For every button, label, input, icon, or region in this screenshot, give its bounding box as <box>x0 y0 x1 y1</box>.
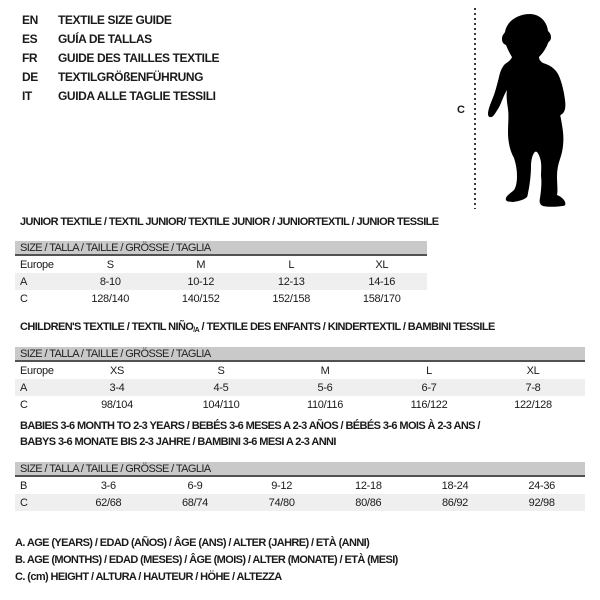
title-line: BABYS 3-6 MONATE BIS 2-3 JAHRE / BAMBINI 3-6 MESI A 2-3 ANNI <box>20 435 336 448</box>
children-size-table <box>15 347 585 413</box>
row-label: Europe <box>20 364 54 377</box>
language-code: IT <box>22 88 32 103</box>
table-cell: 9-12 <box>271 479 293 492</box>
babies-size-table <box>15 462 585 511</box>
table-cell: 74/80 <box>268 496 295 509</box>
title-text: / TEXTILE DES ENFANTS / KINDERTEXTIL / BAMBINI TESSILE <box>199 321 495 333</box>
language-list <box>22 10 219 105</box>
language-title: TEXTILE SIZE GUIDE <box>58 12 172 27</box>
language-code: EN <box>22 12 38 27</box>
table-cell: M <box>196 258 206 271</box>
list-item <box>22 86 219 105</box>
junior-size-table <box>15 241 427 307</box>
row-label: C <box>20 496 28 509</box>
title-text: CHILDREN'S TEXTILE / TEXTIL NIÑO <box>20 321 194 333</box>
table-cell: 104/110 <box>202 398 240 411</box>
table-cell: 12-13 <box>277 275 305 288</box>
table-cell: 98/104 <box>101 398 133 411</box>
table-cell: 152/158 <box>272 292 311 305</box>
language-code: FR <box>22 50 38 65</box>
height-measure-dotted-line <box>474 8 476 209</box>
legend-notes <box>15 535 398 586</box>
table-cell: 5-6 <box>317 381 333 394</box>
table-cell: S <box>106 258 114 271</box>
table-cell: 92/98 <box>528 496 555 509</box>
note-age-years: A. AGE (YEARS) / EDAD (AÑOS) / ÂGE (ANS) / ALTER (JAHRE) / ETÀ (ANNI) <box>15 537 370 549</box>
table-cell: XS <box>109 364 125 377</box>
list-item <box>22 10 219 29</box>
title-subscript: /A <box>193 327 200 334</box>
toddler-silhouette-icon <box>481 6 573 208</box>
size-header-bar: SIZE / TALLA / TAILLE / GRÖSSE / TAGLIA <box>15 241 427 256</box>
row-label: B <box>20 479 28 492</box>
title-line: BABIES 3-6 MONTH TO 2-3 YEARS / BEBÉS 3-6 MESES A 2-3 AÑOS / BÉBÉS 3-6 MOIS À 2-3 ANS / <box>20 420 480 432</box>
table-row <box>15 477 585 494</box>
row-label: C <box>20 398 28 411</box>
size-header-bar: SIZE / TALLA / TAILLE / GRÖSSE / TAGLIA <box>15 347 585 362</box>
table-cell: 140/152 <box>181 292 220 305</box>
height-measure-label: C <box>457 104 465 116</box>
row-label: Europe <box>20 258 54 271</box>
table-cell: 24-36 <box>528 479 555 492</box>
table-cell: L <box>288 258 295 271</box>
table-cell: 6-9 <box>187 479 203 492</box>
size-header-bar: SIZE / TALLA / TAILLE / GRÖSSE / TAGLIA <box>15 462 585 477</box>
table-cell: 4-5 <box>213 381 229 394</box>
table-row <box>15 362 585 379</box>
table-cell: S <box>217 364 225 377</box>
table-cell: 122/128 <box>514 398 552 411</box>
table-row <box>15 290 427 307</box>
table-cell: M <box>320 364 330 377</box>
table-row <box>15 379 585 396</box>
table-cell: 18-24 <box>441 479 469 492</box>
table-cell: 12-18 <box>355 479 382 492</box>
language-title: GUIDA ALLE TAGLIE TESSILI <box>58 88 216 103</box>
table-cell: XL <box>375 258 389 271</box>
table-cell: L <box>426 364 432 377</box>
list-item <box>22 29 219 48</box>
note-age-months: B. AGE (MONTHS) / EDAD (MESES) / ÂGE (MOIS) / ALTER (MONATE) / ETÀ (MESI) <box>15 554 398 566</box>
table-cell: XL <box>526 364 540 377</box>
list-item <box>22 67 219 86</box>
table-cell: 62/68 <box>95 496 122 509</box>
junior-table-title: JUNIOR TEXTILE / TEXTIL JUNIOR/ TEXTILE JUNIOR / JUNIORTEXTIL / JUNIOR TESSILE <box>20 216 439 228</box>
table-cell: 158/170 <box>362 292 401 305</box>
children-table-title <box>20 320 495 339</box>
table-row <box>15 256 427 273</box>
table-row <box>15 494 585 511</box>
language-title: GUÍA DE TALLAS <box>58 31 152 46</box>
table-cell: 8-10 <box>99 275 121 288</box>
row-label: C <box>20 292 28 305</box>
language-code: DE <box>22 69 38 84</box>
table-cell: 68/74 <box>181 496 208 509</box>
table-cell: 110/116 <box>306 398 344 411</box>
table-row <box>15 396 585 413</box>
note-height: C. (cm) HEIGHT / ALTURA / HAUTEUR / HÖHE / ALTEZZA <box>15 571 282 583</box>
table-row <box>15 273 427 290</box>
table-cell: 86/92 <box>441 496 468 509</box>
table-cell: 14-16 <box>368 275 396 288</box>
table-cell: 128/140 <box>91 292 130 305</box>
language-title: GUIDE DES TAILLES TEXTILE <box>58 50 220 65</box>
table-cell: 3-6 <box>100 479 116 492</box>
table-cell: 6-7 <box>421 381 437 394</box>
babies-table-title <box>20 419 480 450</box>
list-item <box>22 48 219 67</box>
row-label: A <box>20 275 28 288</box>
language-code: ES <box>22 31 38 46</box>
table-cell: 116/122 <box>410 398 448 411</box>
table-cell: 10-12 <box>187 275 215 288</box>
table-cell: 3-4 <box>109 381 125 394</box>
table-cell: 7-8 <box>525 381 541 394</box>
table-cell: 80/86 <box>355 496 382 509</box>
language-title: TEXTILGRÖßENFÜHRUNG <box>58 69 204 84</box>
row-label: A <box>20 381 28 394</box>
